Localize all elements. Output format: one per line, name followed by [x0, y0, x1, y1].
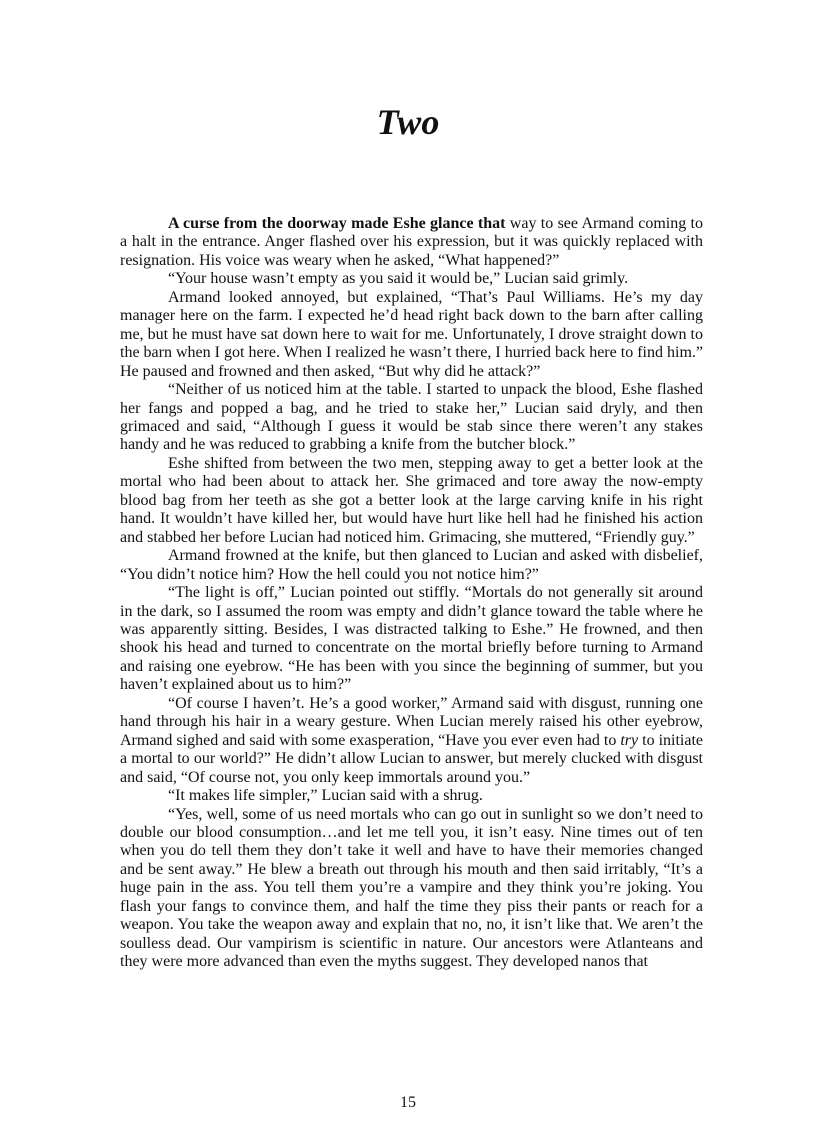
- paragraph-8: [120, 695, 703, 787]
- paragraph-10: “Yes, well, some of us need mortals who can go out in sunlight so we don’t need to double our blood consumption…and let me tell you, it isn’t easy. Nine times out of ten when you do tell them they don’t take it well and have to have their memories changed and be sent away.” He blew a breath out through his mouth and then said irritably, “It’s a huge pain in the ass. You tell them you’re a vampire and they think you’re joking. You flash your fangs to convince them, and half the time they piss their pants or reach for a weapon. You take the weapon away and explain that no, no, it isn’t like that. We aren’t the soulless dead. Our vampirism is scientific in nature. Our ancestors were Atlanteans and they were more advanced than even the myths suggest. They developed nanos that: [120, 805, 703, 971]
- paragraph-1: [120, 215, 703, 270]
- paragraph-4: “Neither of us noticed him at the table. I started to unpack the blood, Eshe flashed her fangs and popped a bag, and he tried to stake her,” Lucian said dryly, and then grimaced and said, “Although I guess it would be stab since there weren’t any stakes handy and he was reduced to grabbing a knife from the butcher block.”: [120, 381, 703, 454]
- chapter-title: Two: [376, 102, 440, 142]
- paragraph-text: way to see Armand coming to a halt in the entrance. Anger flashed over his expression, but it was quickly replaced with resignation. His voice was weary when he asked, “What happened?”: [120, 215, 703, 269]
- paragraph-6: Armand frowned at the knife, but then glanced to Lucian and asked with disbelief, “You didn’t notice him? How the hell could you not notice him?”: [120, 547, 703, 583]
- paragraph-lead-in: A curse from the doorway made Eshe glance that: [168, 215, 506, 232]
- paragraph-text-after: to initiate a mortal to our world?” He didn’t allow Lucian to answer, but merely clucked with disgust and said, “Of course not, you only keep immortals around you.”: [120, 731, 704, 786]
- page-number: 15: [400, 1094, 416, 1111]
- paragraph-9: “It makes life simpler,” Lucian said with a shrug.: [168, 787, 483, 805]
- paragraph-2: “Your house wasn’t empty as you said it would be,” Lucian said grimly.: [168, 270, 629, 288]
- paragraph-3: Armand looked annoyed, but explained, “That’s Paul Williams. He’s my day manager here on the farm. I expected he’d head right back down to the barn after calling me, but he must have sat down here to wait for me. Unfortunately, I drove straight down to the barn when I got here. When I realized he wasn’t there, I hurried back here to find him.” He paused and frowned and then asked, “But why did he attack?”: [120, 288, 703, 380]
- paragraph-5: Eshe shifted from between the two men, stepping away to get a better look at the mortal who had been about to attack her. She grimaced and tore away the now-empty blood bag from her teeth as she got a better look at the large carving knife in his right hand. It wouldn’t have killed her, but would have hurt like hell had he finished his action and stabbed her before Lucian had noticed him. Grimacing, she muttered, “Friendly guy.”: [120, 454, 703, 546]
- paragraph-7: “The light is off,” Lucian pointed out stiffly. “Mortals do not generally sit around in the dark, so I assumed the room was empty and didn’t glance toward the table where he was apparently sitting. Besides, I was distracted talking to Eshe.” He frowned, and then shook his head and turned to concentrate on the mortal briefly before turning to Armand and raising one eyebrow. “He has been with you since the beginning of summer, but you haven’t explained about us to him?”: [120, 584, 703, 694]
- body-text: [120, 215, 703, 972]
- emphasis-text: try: [620, 731, 639, 749]
- paragraph-text-before: “Of course I haven’t. He’s a good worker,” Armand said with disgust, running one hand through his hair in a weary gesture. When Lucian merely raised his other eyebrow, Armand sighed and said with some exasperation, “Have you ever even had to: [120, 694, 703, 749]
